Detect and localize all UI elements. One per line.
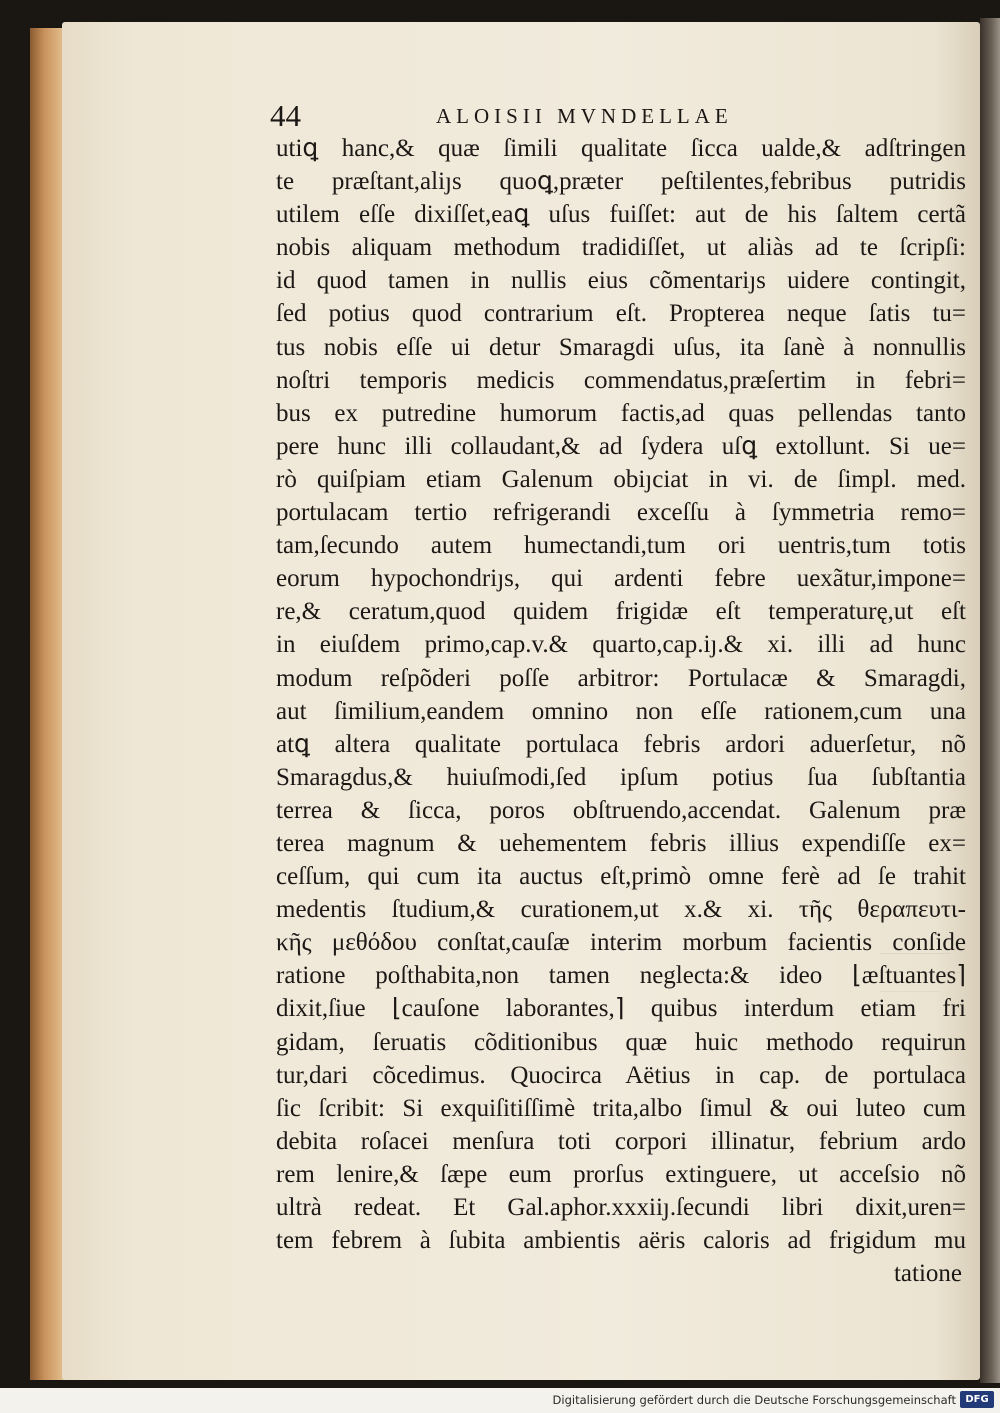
text-line: id quod tamen in nullis eius cõmentariȷs uidere contingit,: [276, 267, 966, 295]
dfg-logo: DFG: [960, 1391, 994, 1408]
text-line: tur,dari cõcedimus. Quocirca Aëtius in cap. de portulaca: [276, 1061, 966, 1089]
running-head-title: ALOISII MVNDELLAE: [436, 104, 733, 128]
text-line: te præſtant,aliȷs quoꝗ,præter peſtilentes,febribus putridis: [276, 168, 966, 196]
text-line: bus ex putredine humorum factis,ad quas pellendas tanto: [276, 399, 966, 427]
text-line: ratione poſthabita,non tamen neglecta:& ideo ⌊æſtuantes⌉: [276, 962, 966, 990]
text-line: medentis ſtudium,& curationem,ut x.& xi. τῆς θεραπευτι-: [276, 896, 966, 924]
text-line: in eiuſdem primo,cap.v.& quarto,cap.iȷ.& xi. illi ad hunc: [276, 631, 966, 659]
show-through-marks: [880, 935, 970, 992]
text-line: terrea & ſicca, poros obſtruendo,accendat. Galenum præ: [276, 796, 966, 824]
text-line: Smaragdus,& huiuſmodi,ſed ipſum potius ſua ſubſtantia: [276, 763, 966, 791]
text-line: rem lenire,& ſæpe eum prorſus extinguere, ut acceſsio nõ: [276, 1160, 966, 1188]
body-text: [276, 132, 966, 1290]
text-line: tatione: [893, 1260, 962, 1288]
text-line: ceſſum, qui cum ita auctus eſt,primò omne ferè ad ſe trahit: [276, 863, 966, 891]
text-line: debita roſacei menſura toti corpori illinatur, febrium ardo: [276, 1127, 966, 1155]
text-line: aut ſimilium,eandem omnino non eſſe rationem,cum una: [276, 697, 966, 725]
text-line: tus nobis eſſe ui detur Smaragdi uſus, ita ſanè à nonnullis: [276, 333, 966, 361]
text-line: utilem eſſe dixiſſet,eaꝗ uſus fuiſſet: aut de his ſaltem certã: [276, 201, 966, 229]
text-line: utiꝗ hanc,& quæ ſimili qualitate ſicca ualde,& adſtringen: [276, 135, 966, 162]
page-number: 44: [270, 98, 301, 133]
text-line: pere hunc illi collaudant,& ad ſydera uſꝗ extollunt. Si ue=: [276, 432, 966, 460]
text-line: re,& ceratum,quod quidem frigidæ eſt temperaturę,ut eſt: [276, 598, 966, 626]
text-line: rò quiſpiam etiam Galenum obiȷciat in vi. de ſimpl. med.: [276, 465, 966, 493]
text-line: κῆς μεθόδου conſtat,cauſæ interim morbum facientis conſide: [276, 929, 966, 957]
text-line: terea magnum & uehementem febris illius expendiſſe ex=: [276, 829, 966, 857]
facing-page-edge: [980, 18, 1000, 1383]
running-head: [270, 96, 970, 136]
text-line: ſic ſcribit: Si exquiſitiſſimè trita,albo ſimul & oui luteo cum: [276, 1094, 966, 1122]
text-line: eorum hypochondriȷs, qui ardenti febre uexãtur,impone=: [276, 565, 966, 593]
text-line: tam,ſecundo autem humectandi,tum ori uentris,tum totis: [276, 532, 966, 560]
text-line: portulacam tertio refrigerandi exceſſu à ſymmetria remo=: [276, 499, 966, 527]
text-line: ultrà redeat. Et Gal.aphor.xxxiiȷ.ſecundi libri dixit,uren=: [276, 1194, 966, 1221]
text-line: atꝗ altera qualitate portulaca febris ardori aduerſetur, nõ: [276, 730, 966, 758]
text-line: nobis aliquam methodum tradidiſſet, ut aliàs ad te ſcripſi:: [276, 234, 966, 262]
text-line: dixit,ſiue ⌊cauſone laborantes,⌉ quibus interdum etiam fri: [276, 995, 966, 1023]
text-line: ſed potius quod contrarium eſt. Propterea neque ſatis tu=: [276, 300, 966, 328]
text-line: gidam, ſeruatis cõditionibus quæ huic methodo requirun: [276, 1028, 966, 1056]
text-line: modum reſpõderi poſſe arbitror: Portulacæ & Smaragdi,: [276, 664, 966, 692]
text-line: tem febrem à ſubita ambientis aëris caloris ad frigidum mu: [276, 1227, 966, 1255]
funding-credit: Digitalisierung gefördert durch die Deutsche Forschungsgemeinschaft: [552, 1393, 956, 1407]
footer-bar: [0, 1388, 1000, 1413]
text-line: noſtri temporis medicis commendatus,præſertim in febri=: [276, 366, 966, 394]
